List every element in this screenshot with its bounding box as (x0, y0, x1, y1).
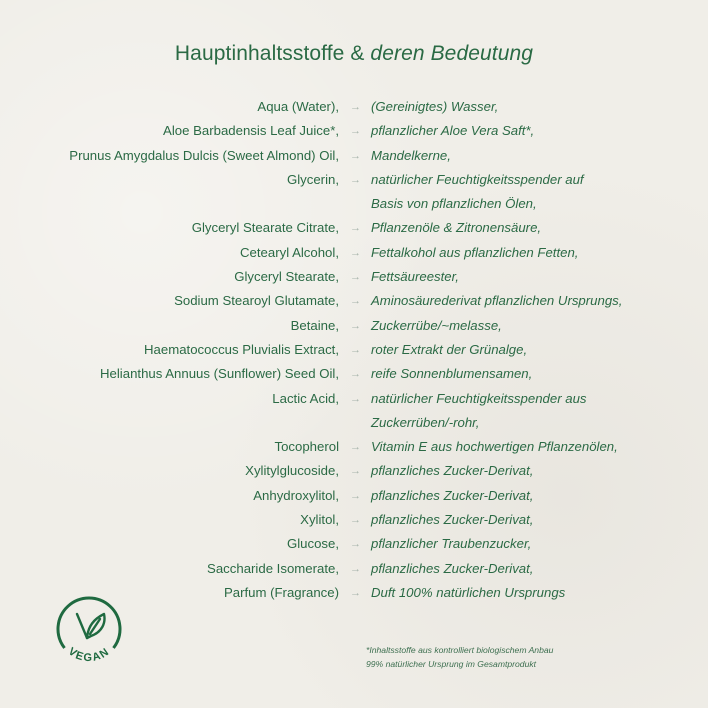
ingredient-name: Aqua (Water), (257, 99, 339, 114)
arrow-right-icon: → (350, 101, 361, 113)
ingredient-meaning: natürlicher Feuchtigkeitsspender aus (371, 390, 587, 406)
ingredient-row (0, 314, 708, 338)
ingredient-name: Glucose, (286, 536, 339, 552)
ingredient-name: Glycerin, (286, 171, 339, 187)
ingredient-row (0, 289, 708, 313)
arrow-right-icon: → (350, 295, 361, 308)
ingredient-name: Betaine, (290, 317, 339, 333)
ingredient-name: Cetearyl Alcohol, (240, 244, 339, 260)
ingredient-meaning: pflanzlicher Traubenzucker, (371, 536, 532, 552)
ingredient-row (0, 95, 708, 119)
ingredient-name: Saccharide Isomerate, (207, 560, 339, 576)
ingredient-meaning: pflanzliches Zucker-Derivat, (371, 512, 534, 528)
ingredient-meaning: natürlicher Feuchtigkeitsspender auf (371, 171, 584, 187)
ingredient-name: Glyceryl Stearate, (234, 269, 339, 285)
ingredient-meaning: Aminosäurederivat pflanzlichen Ursprungs, (371, 293, 623, 309)
ingredient-name: Aloe Barbadensis Leaf Juice*, (163, 123, 339, 139)
page-title (0, 42, 708, 66)
arrow-right-icon: → (350, 562, 361, 575)
ingredient-meaning: pflanzlicher Aloe Vera Saft*, (371, 123, 535, 139)
ingredient-row (0, 557, 708, 581)
ingredient-row (0, 484, 708, 508)
footnote-natural-origin: 99% natürlicher Ursprung im Gesamtprodukt (366, 659, 537, 669)
ingredient-row (0, 435, 708, 459)
arrow-right-icon: → (350, 343, 361, 356)
ingredient-name: Xylitylglucoside, (245, 463, 339, 479)
ingredient-meaning: Fettalkohol aus pflanzlichen Fetten, (371, 244, 579, 260)
ingredient-row (0, 411, 708, 435)
arrow-right-icon: → (350, 271, 361, 284)
ingredient-name: Haematococcus Pluvialis Extract, (144, 341, 339, 357)
ingredient-row (0, 508, 708, 532)
ingredient-meaning: (Gereinigtes) Wasser, (371, 99, 499, 114)
ingredient-name: Prunus Amygdalus Dulcis (Sweet Almond) Oil, (69, 147, 339, 163)
leaf-v-icon (77, 614, 104, 638)
arrow-right-icon: → (350, 125, 361, 138)
ingredient-name: Xylitol, (300, 512, 339, 528)
arrow-right-icon: → (350, 489, 361, 502)
ingredient-row (0, 192, 708, 216)
ingredient-meaning: roter Extrakt der Grünalge, (371, 341, 528, 357)
ingredient-row (0, 144, 708, 168)
ingredient-row (0, 338, 708, 362)
ingredient-row (0, 265, 708, 289)
ingredient-meaning: Vitamin E aus hochwertigen Pflanzenölen, (371, 439, 618, 455)
ingredient-meaning: pflanzliches Zucker-Derivat, (371, 463, 534, 479)
ingredient-row (0, 532, 708, 556)
ingredient-meaning: Pflanzenöle & Zitronensäure, (371, 220, 542, 236)
vegan-badge (50, 590, 128, 668)
ingredient-name: Helianthus Annuus (Sunflower) Seed Oil, (100, 366, 339, 382)
arrow-right-icon: → (350, 465, 361, 478)
ingredients-list (0, 95, 708, 605)
ingredient-meaning: pflanzliches Zucker-Derivat, (371, 487, 534, 503)
ingredient-meaning: pflanzliches Zucker-Derivat, (371, 560, 534, 576)
ingredient-row (0, 216, 708, 240)
ingredient-name: Sodium Stearoyl Glutamate, (174, 293, 339, 309)
ingredient-meaning: Duft 100% natürlichen Ursprungs (371, 584, 566, 600)
ingredient-meaning: Zuckerrüben/-rohr, (371, 414, 480, 430)
title-italic: deren Bedeutung (370, 42, 534, 65)
arrow-right-icon: → (350, 586, 361, 599)
ingredient-row (0, 387, 708, 411)
ingredient-name: Anhydroxylitol, (253, 487, 339, 503)
ingredient-meaning: reife Sonnenblumensamen, (371, 366, 533, 382)
badge-ring (58, 598, 120, 648)
arrow-right-icon: → (350, 538, 361, 551)
arrow-right-icon: → (350, 246, 361, 259)
ingredient-name: Parfum (Fragrance) (223, 584, 339, 600)
arrow-right-icon: → (350, 319, 361, 332)
ingredient-meaning: Zuckerrübe/~melasse, (371, 317, 502, 333)
arrow-right-icon: → (350, 368, 361, 381)
ingredient-row (0, 241, 708, 265)
ingredient-name: Tocopherol (274, 439, 339, 455)
footnote-organic: *Inhaltsstoffe aus kontrolliert biologischem Anbau (366, 645, 554, 655)
ingredient-row (0, 168, 708, 192)
ingredient-name: Lactic Acid, (272, 390, 339, 406)
title-main: Hauptinhaltsstoffe & (174, 42, 371, 65)
arrow-right-icon: → (350, 514, 361, 527)
ingredient-row (0, 459, 708, 483)
ingredient-row (0, 362, 708, 386)
arrow-right-icon: → (350, 173, 361, 186)
ingredient-meaning: Fettsäureester, (371, 269, 459, 285)
arrow-right-icon: → (350, 222, 361, 235)
ingredient-meaning: Basis von pflanzlichen Ölen, (371, 196, 537, 212)
arrow-right-icon: → (350, 149, 361, 162)
arrow-right-icon: → (350, 392, 361, 405)
footnote (366, 643, 553, 671)
arrow-right-icon: → (350, 441, 361, 454)
ingredient-name: Glyceryl Stearate Citrate, (191, 220, 339, 236)
ingredient-row (0, 119, 708, 143)
ingredient-meaning: Mandelkerne, (371, 147, 451, 163)
badge-text: VEGAN (65, 645, 113, 665)
